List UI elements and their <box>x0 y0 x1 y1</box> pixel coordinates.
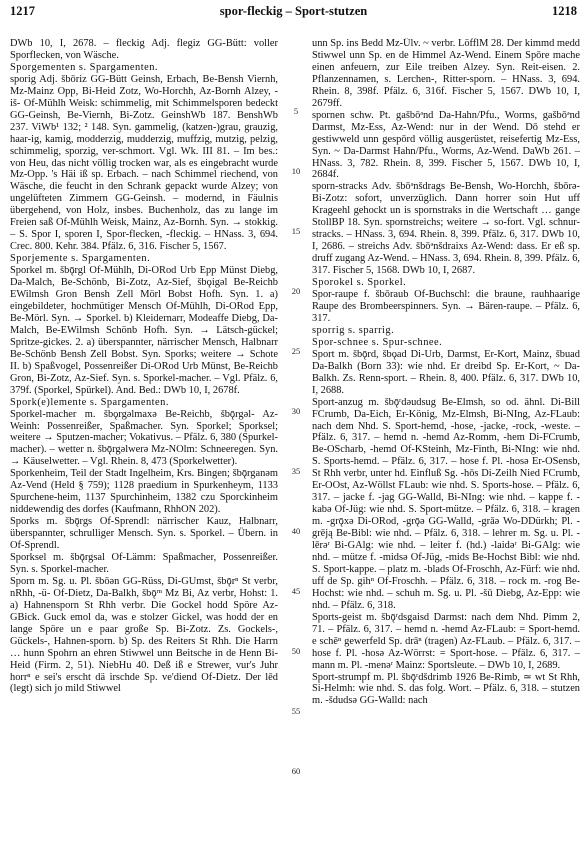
line-number: 40 <box>291 526 301 536</box>
entry: Sporjemente s. Spargamenten. <box>10 253 151 265</box>
running-head: spor-fleckig – Sport-stutzen <box>219 4 368 18</box>
entry: Sport-anzug m. šbǭʳdǝudsug Be-Elmsh, so od. ähnl. Di-Bill FCrumb, Da-Eich, Er-König, Mz-Elmsh, Bi-NIng, Az-FLaub: nach dem Nhd. S. Sport-hemd, -hose, -jacke, -rock, -weste. – Pfälz. 6, 317. – hemd n. -hemd Az-Romm, -hem Di-FCrumb, Be-OScharb, -hemd Of-KSteinh, Mz-Finth, Bi-NIng: wie nhd. S. Sports-hemd. – Pfälz. 6, 317. – hose f. Pl. -hosǝ Er-OSensb, St Rhh verbr, unter hd. Einfluß Sg. -hōs Di-Zeilh Nied FCrumb, Er-OOst, Az-Wöllst FLaub: wie nhd. S. Sports-hose. – Pfälz. 6, 317. – jacke f. -jag GG-Walld, Bi-NIng: wie nhd. – kappe f. -kabǝ Of-Jüg: wie nhd. S. Sport-mütze. – Pfälz. 6, 318. – kragen m. -grǭxǝ Di-ORod, -grǭǝ GG-Walld, -grāǝ Wo-DDürkh; Pl. -grēją Be-Bibl: wie nhd. – Pfälz. 6, 318. – lehrer m. Sg. u. Pl. -lērǝʳ Bi-GAlg: wie nhd. – leiter f. (hd.) -laidǝʳ Bi-GAlg: wie nhd. – mütze f. -midsǝ Of-Jüg, -mids Be-Hochst Bibl: wie nhd. S. Sport-kappe. – platz m. -blads Of-Froschh, Az-Fürf: wie nhd. uff de Sp. gihⁿ Of-Froschh. – Pfälz. 6, 318. – rock m. -rog Be-Hochst: wie nhd. – schuh m. Sg. u. Pl. -šū Diebg, Az-Epp: wie nhd. – Pfälz. 6, 318. <box>312 396 580 611</box>
page-number-right: 1218 <box>552 4 577 18</box>
entry: unn Sp. ins Bedd Mz-Ülv. ~ verbr. LöfflM 28. Der kimmd medd Stiwwel unn Sp. en de Himmel Az-Wend. Einem Spōre mache einen anfeuern, zur Eile treiben Alzey. Syn. Reit-eisen. 2. Pflanzennamen, s. Lerchen-, Ritter-sporn. – HNass. 3, 694. Rhein. 8, 398f. Pfälz. 6, 316f. Fischer 5, 1567. DWb 10, I, 2679ff. <box>312 38 580 109</box>
right-column <box>312 38 580 850</box>
entry: Sporkenheim, Teil der Stadt Ingelheim, Krs. Bingen; šbǭrganǝm Az-Vend (Held § 759); 1128 praedium in Spurkenheym, 1133 Spurchene-heim, 1137 Spurchinheim, 1382 czu Sporckinheim niddewendig des dorfes (Kaufmann, RhhON 202). <box>10 468 278 516</box>
line-number: 25 <box>291 346 301 356</box>
left-column <box>10 38 278 850</box>
entry: Spor-schnee s. Spur-schnee. <box>312 336 443 348</box>
entry: DWb 10, I, 2678. – fleckig Adj. flegiz GG-Bütt: voller Sporflecken, von Wäsche. <box>10 38 278 61</box>
entry: Sporgementen s. Spargamenten. <box>10 61 159 73</box>
line-number: 60 <box>291 766 301 776</box>
entry: Sport-strumpf m. Pl. šbǭʳdšdrimb 1926 Be-Rimb, ≃ wt St Rhh, Si-Helmh: wie nhd. S. das folg. Wort. – Pfälz. 6, 318. – stutzen m. -šdudsǝ GG-Walld: nach <box>312 671 580 707</box>
line-number: 30 <box>291 406 301 416</box>
page-header <box>0 4 587 22</box>
line-number: 10 <box>291 166 301 176</box>
entry: spornen schw. Pt. gašbōᵊnd Da-Hahn/Pfu., Worms, gašbōᵊnd Darmst, Mz-Ess, Az-Wend: nur in der Wend. Dō stehd er gestiwweld unn gespōrd völlig ausgerüstet, reisefertig Mz-Ess, Syn. ~ Da-Darmst Hahn/Pfu., Worms, Az-Wend. DaWb 261. – HNass. 3, 782. Rhein. 8, 399. Fischer 5, 1567. DWb 10, I, 2684f. <box>312 109 580 181</box>
entry: sporrig s. sparrig. <box>312 324 395 336</box>
line-number: 45 <box>291 586 301 596</box>
entry: Sporn m. Sg. u. Pl. šbōǝn GG-Rüss, Di-GUmst, šbǭrⁿ St verbr, nRhh, -ü- Of-Dietz, Da-Balkh, šbǭʳⁿ Mz Bi, Az verbr, Hohst: 1. a) Hahnensporn St Rhh verbr. Die Gockel hodd Spöre Az-GBick. Guck emol da, was e stolzer Gickel, was hodd der en lange Spöre un e paar große Sp. Bi-Zotz. Zs. Gockels-, Gückels-, Hahnen-sporn. b) Sp. des Reiters St Rhh. Die Harrn … hunn Spohrn an ehren Stiwwel unn Beitsche in de Henn Bi-Heid (Firm. 2, 51). NiebHu 40. Deß iß e Strewer, vur's Juhr horrⁿ e sei's erscht dä irschde Sp. ve'diend Of-Dietz. Der lēd (legt) sich jo mild Stiwwel <box>10 575 278 695</box>
entry: Spork(e)lemente s. Spargamenten. <box>10 396 169 408</box>
line-number: 5 <box>293 106 299 116</box>
entry: Sporkel m. šbǭrgl Of-Mühlh, Di-ORod Urb Epp Münst Diebg, Da-Malch, Be-Schönb, Bi-Zotz, Az-Sief, šbǫigǝl Be-Reichb EWilmsh Gron Bensh Zell Mörl Bobst Hofh. Syn. 1. a) eingebildeter, hochmütiger Mensch Of-Mühlh, Di-ORod Epp, Be-Mörl. Syn. → Sporkel. b) Kleidernarr, Modeaffe Diebg, Da-Malch, Be-EWilmsh Schönb Hofh. Syn. → Lätsch-gückel; Spritze-gickes. 2. a) überspannter, närrischer Mensch, Halbnarr Be-Schönb Bensh Zell Bobst. Syn. Sporks; weitere → Schote II. b) Spaßvogel, Possenreißer Di-ORod Urb Münst, Be-Reichb Gron, Bi-Zotz, Az-Sief. Syn. s. Sporkel-macher. – Vgl. Pfälz. 6, 379f. (Sporkel, Spürkel). And. Bed.: DWb 10, I, 2678f. <box>10 265 278 396</box>
entry: Sporkel-macher m. šbǫrgǝlmaxǝ Be-Reichb, šbǭrgǝl- Az-Weinh: Possenreißer, Spaßmacher. Syn. Sporkel; Sporksel; weitere → Sputzen-macher; Vokativus. – Pfälz. 6, 380 (Spurkel-macher). – wetter n. šbǭrgǝlwerǝ Mz-NOlm: Schneeregen. Syn. → Käuselwetter. – Vgl. Rhein. 8, 473 (Sporkelwetter). <box>10 408 278 468</box>
line-number: 15 <box>291 226 301 236</box>
line-number: 20 <box>291 286 301 296</box>
entry: Sporks m. šbǭrgs Of-Sprendl: närrischer Kauz, Halbnarr, überspannter, schrulliger Mensch. Syn. s. Sporkel. – Übern. in Of-Sprendl. <box>10 516 278 552</box>
entry: Sporksel m. šbǭrgsal Of-Lämm: Spaßmacher, Possenreißer. Syn. s. Sporkel-macher. <box>10 551 278 575</box>
line-number: 50 <box>291 646 301 656</box>
entry: Sport m. šbǭrd, šbǫad Di-Urb, Darmst, Er-Kort, Mainz, šbuad Da-Balkh (Born 33): wie nhd. Er dreibd Sp. Er-Kort, ~ Da-Balkh. Zs. Renn-sport. – Rhein. 8, 400. Pfälz. 6, 317. DWb 10, I, 2688. <box>312 348 580 396</box>
line-number: 35 <box>291 466 301 476</box>
entry: Spor-raupe f. šbōraub Of-Buchschl: die braune, rauhhaarige Raupe des Brombeerspinners. Syn. → Bären-raupe. – Pfälz. 6, 317. <box>312 289 580 324</box>
entry: Sports-geist m. šbǭʳdsgaisd Darmst: nach dem Nhd. Pimm 2, 71. – Pfälz. 6, 317. – hemd n. -hemd Az-FLaub: = Sport-hemd. e schēⁿ gewerfeld Sp. drāⁿ (tragen) Az-FLaub. – Pfälz. 6, 317. – hose f. Pl. -hosǝ Az-Wörrst: = Sport-hose. – Pfälz. 6, 317. – mann m. Pl. -menǝʳ Mainz: Sportsleute. – DWb 10, I, 2689. <box>312 611 580 671</box>
entry: sporn-stracks Adv. šbōᵊnšdrags Be-Bensh, Wo-Horchh, šbōrǝ- Bi-Zotz: sofort, unverzüglich. Dann horrer soin Hut uff Krageehl gehockt un is spornstraks in die Wertschaft … gange StollBP 18. Syn. spornstreichs; weitere → so-fort. Vgl. schnur-stracks. – HNass. 3, 694. Rhein. 8, 399. Pfälz. 6, 317. DWb 10, I, 2686. – streichs Adv. šbōᵊnšdraixs Az-Wend: dass. Er eß sp. druff zugang Az-Wend. – HNass. 3, 694. Rhein. 8, 399. Pfälz. 6, 317. Fischer 5, 1568. DWb 10, I, 2687. <box>312 181 580 277</box>
page-number-left: 1217 <box>10 4 35 18</box>
entry: sporig Adj. šbōriz GG-Bütt Geinsh, Erbach, Be-Bensh Viernh, Mz-Mainz Opp, Bi-Heid Zotz, Wo-Horchh, Az-Bornh Alzey, -iš- Of-Mühlh Weisk: schimmelig, mit Schimmelsporen bedeckt GG-Geinsh, Be-Viernh, Bi-Zotz. GeinshWb 187. BenshWb 237. ViWb¹ 132; ² 148. Syn. gammelig, (katzen-)grau, grauzig, haar-ig, kamig, modderzig, mudderzig, muffzig, mutzig, pelzig, schimmelig, sporzig, ver-schmort. Vgl. Wk. III 81. – Im bes.: von Heu, das nicht völlig trocken war, als es eingebracht wurde Mz-Opp. 's Häi iß sp. Erbach. – nach Schimmel riechend, von Wäsche, die feucht in den Schrank gepackt wurde Alzey; von ungelüfteten Zimmern GG-Geinsh. – modernd, in Fäulnis übergehend, von Holz, insbes. Buchenholz, das zu lange im Freien saß Of-Mühlh Weisk, Mainz, Az-Bornh. Syn. → stokkig. – S. Spor I, sporen I, Spor-flecken, -fleckig. – HNass. 3, 694. Crec. 800. Kehr. 384. Pfälz. 6, 316. Fischer 5, 1567. <box>10 73 278 253</box>
line-number: 55 <box>291 706 301 716</box>
entry: Sporokel s. Sporkel. <box>312 277 407 289</box>
